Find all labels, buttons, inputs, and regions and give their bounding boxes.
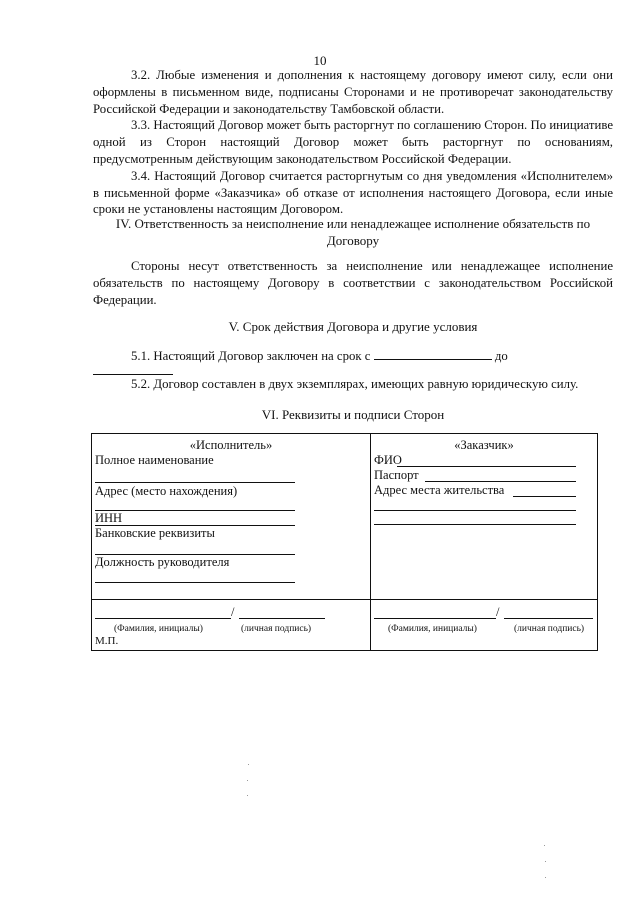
- customer-name-line[interactable]: [374, 618, 496, 619]
- customer-signature-caption: (личная подпись): [514, 624, 585, 634]
- customer-passport-label: Паспорт: [374, 468, 419, 482]
- paragraph-5-1-to: до: [494, 349, 508, 363]
- executor-address-label: Адрес (место нахождения): [95, 484, 238, 498]
- executor-signature-line[interactable]: [239, 618, 325, 619]
- customer-residence-label: Адрес места жительства: [374, 483, 505, 497]
- page-number: 10: [313, 53, 327, 68]
- stamp-label: М.П.: [95, 635, 119, 647]
- executor-head-position-line[interactable]: [95, 582, 295, 583]
- customer-signature-line[interactable]: [504, 618, 593, 619]
- scan-speck: [544, 845, 545, 846]
- executor-name-caption: (Фамилия, инициалы): [114, 624, 203, 634]
- customer-passport-line[interactable]: [425, 481, 576, 482]
- end-date-blank[interactable]: [93, 374, 173, 375]
- table-divider-vertical: [370, 434, 371, 650]
- section-4-text: [93, 258, 613, 308]
- paragraph-3-4: 3.4. Настоящий Договор считается расторгнутым со дня уведомления «Исполнителем» в письменной форме «Заказчика» об отказе от исполнения настоящего Договора, если иные сроки не установлены настоящим Договором.: [93, 168, 613, 217]
- executor-slash: /: [231, 605, 235, 619]
- customer-residence-line-3[interactable]: [374, 524, 576, 525]
- customer-name-caption: (Фамилия, инициалы): [388, 624, 477, 634]
- paragraph-4: Стороны несут ответственность за неисполнение или ненадлежащее исполнение обязательств по настоящему Договору в соответствии с законодательством Российской Федерации.: [93, 259, 613, 307]
- executor-signature-caption: (личная подпись): [241, 624, 312, 634]
- customer-title: «Заказчик»: [454, 438, 514, 452]
- paragraph-3-3: 3.3. Настоящий Договор может быть расторгнут по соглашению Сторон. По инициативе одной из Сторон настоящий Договор может быть расторгнут по основаниям, предусмотренным действующим законодательством Российской Федерации.: [93, 118, 613, 166]
- table-divider-horizontal: [92, 599, 597, 600]
- executor-inn-label: ИНН: [95, 511, 123, 525]
- requisites-table: [91, 433, 598, 651]
- scan-speck: [247, 795, 248, 796]
- executor-bank-label: Банковские реквизиты: [95, 526, 215, 540]
- paragraph-5-2: 5.2. Договор составлен в двух экземплярах, имеющих равную юридическую силу.: [131, 377, 579, 391]
- scan-speck: [545, 877, 546, 878]
- executor-full-name-line[interactable]: [95, 482, 295, 483]
- customer-residence-line-1[interactable]: [513, 496, 576, 497]
- executor-name-line[interactable]: [95, 618, 231, 619]
- section-3-text: [93, 67, 613, 218]
- section-4-heading-line1: IV. Ответственность за неисполнение или ненадлежащее исполнение обязательств по: [115, 216, 591, 231]
- customer-slash: /: [496, 605, 500, 619]
- customer-fio-line[interactable]: [397, 466, 576, 467]
- executor-full-name-label: Полное наименование: [95, 453, 214, 467]
- scan-speck: [247, 780, 248, 781]
- scan-speck: [545, 861, 546, 862]
- section-6-heading: VI. Реквизиты и подписи Сторон: [261, 407, 445, 422]
- paragraph-5-1-prefix: 5.1. Настоящий Договор заключен на срок с: [131, 349, 371, 363]
- executor-head-position-label: Должность руководителя: [95, 555, 230, 569]
- start-date-blank[interactable]: [374, 347, 492, 360]
- section-5-heading: V. Срок действия Договора и другие условия: [228, 319, 478, 334]
- paragraph-3-2: 3.2. Любые изменения и дополнения к настоящему договору имеют силу, если они оформлены в письменном виде, подписаны Сторонами и не противоречат законодательству Российской Федерации и законодательству Тамбовской области.: [93, 68, 613, 116]
- executor-title: «Исполнитель»: [189, 438, 273, 452]
- executor-address-line[interactable]: [95, 510, 295, 511]
- paragraph-5-1: [131, 347, 508, 364]
- customer-fio-label: ФИО: [374, 453, 402, 467]
- customer-residence-line-2[interactable]: [374, 510, 576, 511]
- scan-speck: [248, 764, 249, 765]
- section-4-heading: [93, 215, 613, 249]
- section-4-heading-line2: Договору: [326, 233, 380, 248]
